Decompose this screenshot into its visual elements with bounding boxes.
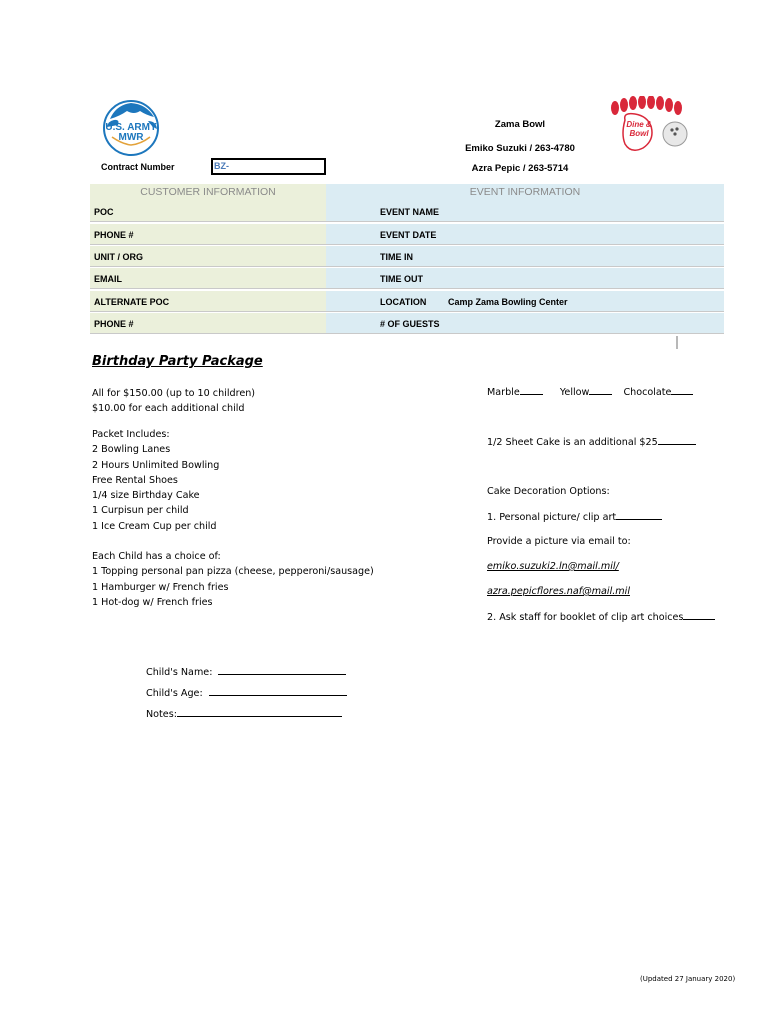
includes-item: 1 Ice Cream Cup per child — [92, 520, 217, 532]
contact-line-1: Emiko Suzuki / 263-4780 — [465, 143, 575, 154]
price-line: $10.00 for each additional child — [92, 403, 245, 415]
customer-field-unit-org[interactable]: UNIT / ORG — [90, 246, 326, 267]
cake-decoration-title: Cake Decoration Options: — [487, 486, 610, 497]
includes-title: Packet Includes: — [92, 429, 170, 440]
customer-field-email[interactable]: EMAIL — [90, 268, 326, 289]
customer-field-alternate-poc[interactable]: ALTERNATE POC — [90, 291, 326, 312]
event-field-time-in[interactable]: TIME IN — [326, 246, 724, 267]
customer-field-poc[interactable]: POC — [90, 201, 326, 222]
choice-title: Each Child has a choice of: — [92, 551, 221, 562]
package-price — [92, 386, 255, 417]
table-edge-mark — [676, 336, 678, 349]
child-name-field[interactable]: Child's Name: — [146, 664, 346, 680]
contract-number-field[interactable] — [211, 158, 326, 175]
customer-info-header: CUSTOMER INFORMATION — [90, 184, 326, 201]
package-includes — [92, 427, 219, 534]
includes-item: 2 Hours Unlimited Bowling — [92, 459, 220, 471]
venue-name: Zama Bowl — [494, 119, 546, 130]
dine-bowl-logo-text: Dine & Bowl — [626, 120, 652, 138]
meal-choices — [92, 549, 374, 610]
includes-item: Free Rental Shoes — [92, 474, 178, 486]
includes-item: 1 Curpisun per child — [92, 505, 189, 517]
child-age-field[interactable]: Child's Age: — [146, 685, 347, 701]
flavor-yellow[interactable]: Yellow — [560, 387, 613, 398]
package-title: Birthday Party Package — [92, 354, 263, 369]
notes-field[interactable]: Notes: — [146, 706, 342, 722]
contract-number-label: Contract Number — [101, 162, 175, 172]
event-field-location[interactable]: LOCATION Camp Zama Bowling Center — [326, 291, 724, 312]
includes-item: 1/4 size Birthday Cake — [92, 490, 200, 502]
customer-field-phone[interactable]: PHONE # — [90, 224, 326, 245]
includes-item: 2 Bowling Lanes — [92, 444, 171, 456]
location-value: Camp Zama Bowling Center — [448, 297, 568, 307]
flavor-chocolate[interactable]: Chocolate — [623, 387, 693, 398]
contract-number-value: BZ- — [214, 161, 229, 171]
event-field-time-out[interactable]: TIME OUT — [326, 268, 724, 289]
choice-item: 1 Topping personal pan pizza (cheese, pepperoni/sausage) — [92, 566, 374, 578]
decoration-option-1[interactable]: 1. Personal picture/ clip art — [487, 509, 662, 525]
price-line: All for $150.00 (up to 10 children) — [92, 388, 256, 399]
flavor-marble[interactable]: Marble — [487, 387, 543, 398]
updated-date: (Updated 27 January 2020) — [640, 975, 736, 983]
cake-flavor-options — [487, 384, 693, 400]
choice-item: 1 Hamburger w/ French fries — [92, 581, 229, 593]
sheet-cake-option[interactable]: 1/2 Sheet Cake is an additional $25 — [487, 434, 696, 450]
event-info-header: EVENT INFORMATION — [326, 184, 724, 201]
email-link-2[interactable]: azra.pepicflores.naf@mail.mil — [487, 586, 630, 597]
mwr-logo-text: U.S. ARMY MWR — [105, 122, 157, 143]
decoration-option-2[interactable]: 2. Ask staff for booklet of clip art choices — [487, 609, 715, 625]
email-link-1[interactable]: emiko.suzuki2.ln@mail.mil/ — [487, 561, 619, 572]
customer-field-phone-2[interactable]: PHONE # — [90, 313, 326, 334]
event-field-guests[interactable]: # OF GUESTS — [326, 313, 724, 334]
choice-item: 1 Hot-dog w/ French fries — [92, 596, 213, 608]
mwr-logo — [94, 97, 168, 157]
event-field-name[interactable]: EVENT NAME — [326, 201, 724, 222]
dine-bowl-logo — [607, 96, 691, 156]
provide-picture-text: Provide a picture via email to: — [487, 536, 631, 547]
contact-line-2: Azra Pepic / 263-5714 — [471, 163, 569, 174]
event-field-date[interactable]: EVENT DATE — [326, 224, 724, 245]
